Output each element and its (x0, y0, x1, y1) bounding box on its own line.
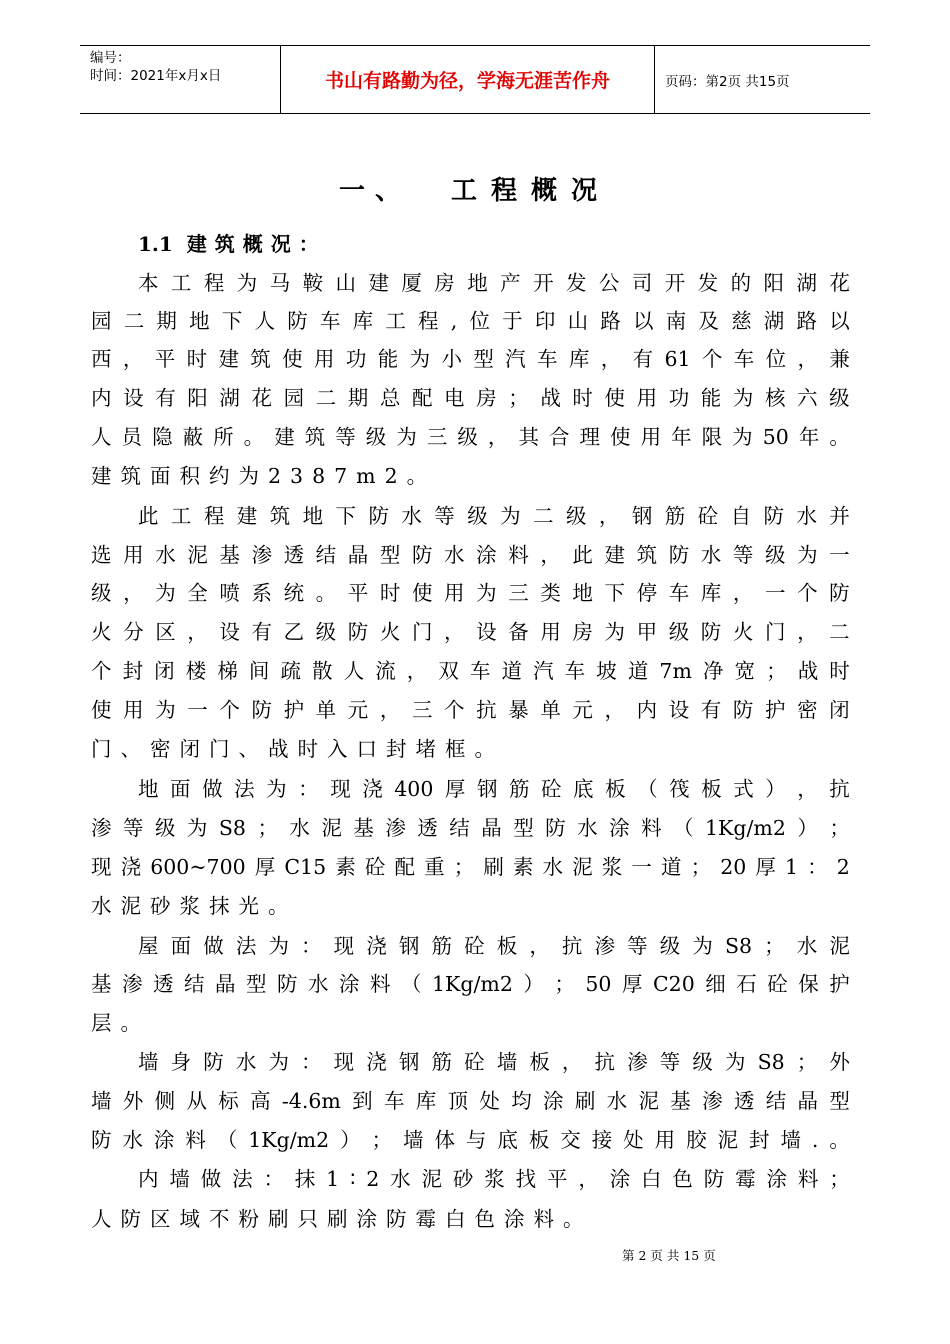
text-line: 内 墙 做 法 ： 抹 1 ∶ 2 水 泥 砂 浆 找 平 ， 涂 白 色 防 霉 涂 料 ； (138, 1167, 850, 1191)
text-line: 园 二 期 地 下 人 防 车 库 工 程 , 位 于 印 山 路 以 南 及 慈 湖 路 以 (91, 309, 850, 333)
text-line: 人 员 隐 蔽 所 。 建 筑 等 级 为 三 级 ， 其 合 理 使 用 年 限 为 50 年 。 (91, 425, 850, 449)
text-line: 渗 等 级 为 S8 ； 水 泥 基 渗 透 结 晶 型 防 水 涂 料 （ 1Kg/m2 ） ； (91, 816, 850, 840)
text-line: 墙 外 侧 从 标 高 -4.6m 到 车 库 顶 处 均 涂 刷 水 泥 基 渗 透 结 晶 型 (91, 1089, 850, 1113)
subsection-title: 建筑概况： (186, 232, 327, 256)
text-line: 墙 身 防 水 为 ： 现 浇 钢 筋 砼 墙 板 ， 抗 渗 等 级 为 S8 ； 外 (138, 1050, 850, 1074)
text-line: 现 浇 600~700 厚 C15 素 砼 配 重 ； 刷 素 水 泥 浆 一 道 ； 20 厚 1 ： 2 (91, 855, 850, 879)
text-line: 防 水 涂 料 （ 1Kg/m2 ） ； 墙 体 与 底 板 交 接 处 用 胶 泥 封 墙 . 。 (91, 1128, 850, 1152)
text-line: 内 设 有 阳 湖 花 园 二 期 总 配 电 房 ； 战 时 使 用 功 能 为 核 六 级 (91, 386, 850, 410)
text-line: 个 封 闭 楼 梯 间 疏 散 人 流 ， 双 车 道 汽 车 坡 道 7m 净 宽 ； 战 时 (91, 659, 850, 683)
page-header (80, 45, 870, 114)
text-line: 基 渗 透 结 晶 型 防 水 涂 料 （ 1Kg/m2 ） ； 50 厚 C20 细 石 砼 保 护 (91, 972, 850, 996)
text-line: 本 工 程 为 马 鞍 山 建 厦 房 地 产 开 发 公 司 开 发 的 阳 湖 花 (138, 271, 850, 295)
text-line: 水泥砂浆抹光。 (91, 894, 298, 918)
section-title-text: 工程概况 (451, 176, 612, 206)
text-line: 层。 (91, 1011, 150, 1035)
text-line: 地 面 做 法 为 ： 现 浇 400 厚 钢 筋 砼 底 板 （ 筏 板 式 ） ， 抗 (138, 777, 850, 801)
header-meta (80, 46, 281, 113)
text-line: 人防区域不粉刷只刷涂防霉白色涂料。 (91, 1207, 593, 1231)
text-line: 火 分 区 ， 设 有 乙 级 防 火 门 ， 设 备 用 房 为 甲 级 防 火 门 ， 二 (91, 620, 850, 644)
subsection-number: 1.1 (138, 232, 173, 256)
section-number: 一、 (338, 176, 411, 206)
text-line: 屋 面 做 法 为 ： 现 浇 钢 筋 砼 板 ， 抗 渗 等 级 为 S8 ； 水 泥 (138, 934, 850, 958)
subsection-heading (138, 228, 327, 257)
text-line: 此 工 程 建 筑 地 下 防 水 等 级 为 二 级 ， 钢 筋 砼 自 防 水 并 (138, 504, 850, 528)
header-page-info: 页码：第2页 共15页 (665, 73, 790, 90)
text-line: 级 ， 为 全 喷 系 统 。 平 时 使 用 为 三 类 地 下 停 车 库 ， 一 个 防 (91, 581, 850, 605)
text-line: 门、密闭门、战时入口封堵框。 (91, 737, 504, 761)
text-line: 使 用 为 一 个 防 护 单 元 ， 三 个 抗 暴 单 元 ， 内 设 有 防 护 密 闭 (91, 698, 850, 722)
number-label: 编号： (90, 50, 131, 66)
text-line: 选 用 水 泥 基 渗 透 结 晶 型 防 水 涂 料 ， 此 建 筑 防 水 等 级 为 一 (91, 543, 850, 567)
text-line: 建筑面积约为2387m2。 (91, 464, 437, 488)
header-motto: 书山有路勤为径，学海无涯苦作舟 (281, 46, 655, 113)
section-title (0, 170, 950, 207)
time-label: 时间：2021年x月x日 (90, 68, 222, 84)
page-footer: 第 2 页 共 15 页 (622, 1248, 716, 1263)
text-line: 西 ， 平 时 建 筑 使 用 功 能 为 小 型 汽 车 库 ， 有 61 个 车 位 ， 兼 (91, 347, 850, 371)
